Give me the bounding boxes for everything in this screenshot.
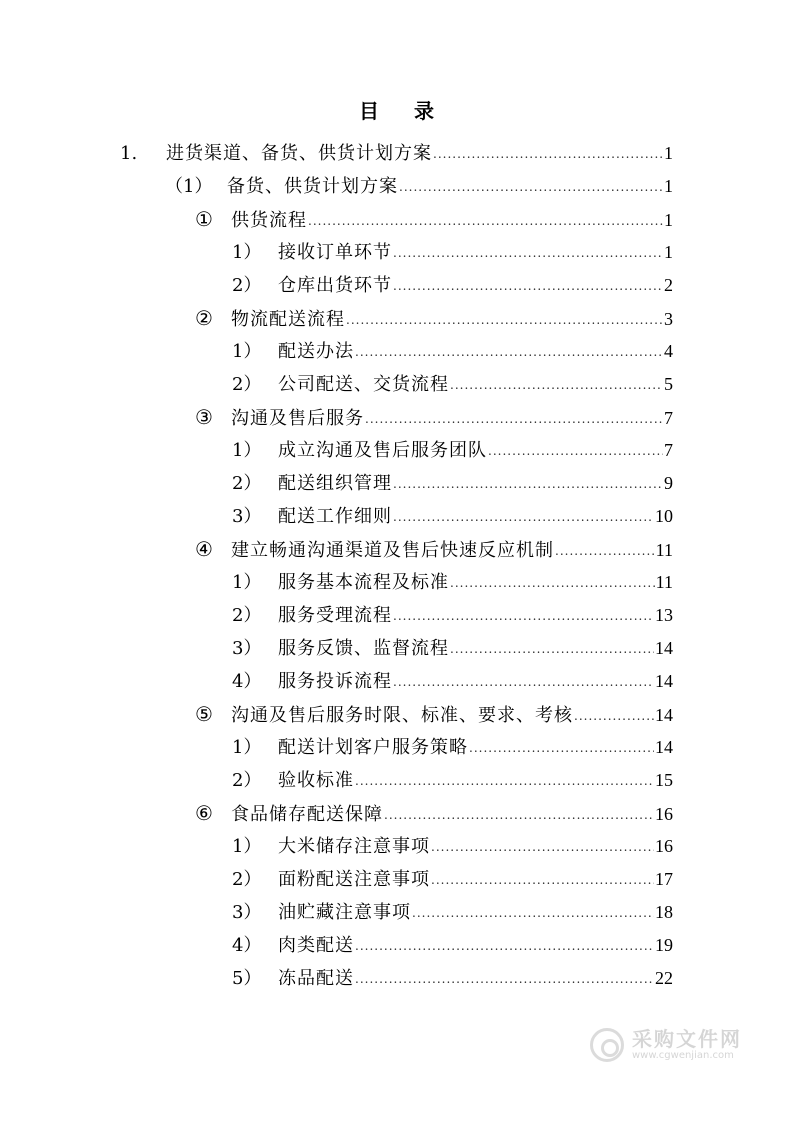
toc-entry-label: 配送组织管理 [278,473,392,494]
toc-entry[interactable] [232,335,673,368]
toc-entry-page: 22 [655,968,673,988]
toc-dot-leader [355,930,654,963]
toc-entry-label: 大米储存注意事项 [278,836,430,857]
toc-entry[interactable] [232,632,673,665]
toc-entry-number: 2） [232,869,262,890]
toc-dot-leader [450,633,654,666]
toc-entry-label: 服务受理流程 [278,605,392,626]
watermark [590,1028,742,1062]
toc-entry-page: 1 [664,210,673,230]
toc-entry[interactable] [232,665,673,698]
toc-entry-label: 物流配送流程 [231,309,345,330]
toc-dot-leader [355,963,654,996]
toc-entry-page: 14 [655,705,673,725]
toc-entry-number: 1） [232,440,262,461]
toc-entry-label: 沟通及售后服务 [231,408,364,429]
toc-entry[interactable] [232,434,673,467]
toc-dot-leader [393,468,663,501]
toc-dot-leader [450,369,663,402]
toc-dot-leader [431,864,654,897]
toc-entry-number: ② [195,306,213,330]
toc-entry-number: 2） [232,374,262,395]
toc-entry-label: 冻品配送 [278,968,354,989]
toc-entry-page: 14 [655,671,673,691]
toc-entry[interactable] [165,170,673,203]
toc-entry-label: 配送办法 [278,341,354,362]
toc-entry[interactable] [232,368,673,401]
toc-entry-number: 2） [232,770,262,791]
toc-entry-number: 2） [232,275,262,296]
page-title: 目 录 [359,99,448,123]
toc-entry-number: 1） [232,572,262,593]
toc-entry-page: 5 [664,374,673,394]
toc-entry[interactable] [232,500,673,533]
toc-entry-label: 油贮藏注意事项 [278,902,411,923]
toc-entry-label: 食品储存配送保障 [231,804,383,825]
toc-dot-leader [393,600,654,633]
toc-entry-number: 2） [232,605,262,626]
toc-entry-page: 10 [655,506,673,526]
toc-entry-number: 4） [232,671,262,692]
toc-dot-leader [355,765,654,798]
toc-dot-leader [431,831,654,864]
toc-dot-leader [433,138,663,171]
toc-entry[interactable] [232,929,673,962]
watermark-url: www.cgwenjian.com [632,1050,734,1061]
toc-entry-page: 13 [655,605,673,625]
toc-entry-page: 3 [664,309,673,329]
toc-entry[interactable] [232,731,673,764]
toc-entry-page: 11 [655,540,673,560]
toc-entry-number: 3） [232,902,262,923]
toc-dot-leader [365,403,663,436]
toc-dot-leader [574,700,654,733]
toc-entry-page: 17 [655,869,673,889]
toc-dot-leader [555,535,655,568]
toc-entry-number: ① [195,207,213,231]
toc-entry-number: 1） [232,242,262,263]
toc-entry-page: 15 [655,770,673,790]
toc-entry-page: 9 [664,473,673,493]
toc-entry-page: 4 [664,341,673,361]
toc-entry-label: 进货渠道、备货、供货计划方案 [166,143,432,164]
toc-dot-leader [346,304,663,337]
toc-entry-number: 1） [232,737,262,758]
toc-entry[interactable] [232,467,673,500]
toc-entry-label: 接收订单环节 [278,242,392,263]
toc-entry-label: 服务投诉流程 [278,671,392,692]
toc-entry[interactable] [232,896,673,929]
toc-entry-label: 沟通及售后服务时限、标准、要求、考核 [231,705,573,726]
toc-entry-label: 公司配送、交货流程 [278,374,449,395]
toc-entry-number: ③ [195,405,213,429]
toc-entry[interactable] [232,566,673,599]
toc-entry-page: 16 [655,836,673,856]
toc-dot-leader [399,171,663,204]
toc-entry-label: 服务反馈、监督流程 [278,638,449,659]
toc-entry-label: 成立沟通及售后服务团队 [278,440,487,461]
toc-entry-label: 肉类配送 [278,935,354,956]
toc-dot-leader [384,799,654,832]
toc-entry[interactable] [232,269,673,302]
toc-entry-number: （1） [165,176,213,197]
toc-entry-label: 验收标准 [278,770,354,791]
toc-entry-label: 配送计划客户服务策略 [278,737,468,758]
toc-entry[interactable] [232,764,673,797]
toc-entry[interactable] [232,236,673,269]
toc-entry-page: 7 [664,408,673,428]
toc-entry-label: 备货、供货计划方案 [227,176,398,197]
toc-entry-number: 1） [232,836,262,857]
toc-entry-number: 3） [232,638,262,659]
toc-entry-label: 面粉配送注意事项 [278,869,430,890]
toc-entry-label: 供货流程 [231,210,307,231]
toc-entry-page: 7 [664,440,673,460]
toc-entry-page: 16 [655,804,673,824]
toc-entry-number: 3） [232,506,262,527]
toc-entry[interactable] [195,797,673,830]
toc-dot-leader [393,501,654,534]
toc-entry[interactable] [232,863,673,896]
toc-entry-page: 1 [664,242,673,262]
toc-entry[interactable] [195,302,673,335]
toc-entry[interactable] [195,698,673,731]
toc-entry-page: 18 [655,902,673,922]
toc-entry-page: 14 [655,737,673,757]
toc-dot-leader [469,732,654,765]
toc-entry-page: 1 [664,176,673,196]
toc-entry[interactable] [195,203,673,236]
toc-entry-page: 1 [664,143,673,163]
toc-dot-leader [355,336,663,369]
toc-dot-leader [308,205,663,238]
toc-entry-number: ⑤ [195,702,213,726]
toc-entry[interactable] [232,830,673,863]
toc-entry-number: 1. [120,143,138,164]
toc-entry-page: 14 [655,638,673,658]
toc-dot-leader [393,237,663,270]
toc-entry-number: 2） [232,473,262,494]
toc-dot-leader [393,666,654,699]
toc-dot-leader [393,270,663,303]
toc-entry-number: ④ [195,537,213,561]
toc-entry[interactable] [232,962,673,995]
toc-entry-number: 4） [232,935,262,956]
toc-dot-leader [488,435,663,468]
toc-entry-page: 2 [664,275,673,295]
toc-entry[interactable] [195,533,673,566]
toc-entry-page: 11 [655,572,673,592]
toc-entry-number: 1） [232,341,262,362]
toc-entry-page: 19 [655,935,673,955]
toc-dot-leader [450,567,655,600]
toc-entry[interactable] [232,599,673,632]
toc-entry-label: 仓库出货环节 [278,275,392,296]
toc-entry-number: 5） [232,968,262,989]
toc-dot-leader [412,897,654,930]
toc-entry[interactable] [120,137,673,170]
toc-entry-number: ⑥ [195,801,213,825]
toc-entry-label: 服务基本流程及标准 [278,572,449,593]
toc-entry-label: 配送工作细则 [278,506,392,527]
toc-entry-label: 建立畅通沟通渠道及售后快速反应机制 [231,540,554,561]
toc-entry[interactable] [195,401,673,434]
watermark-text: 采购文件网 [632,1027,742,1051]
watermark-logo-icon [590,1028,624,1062]
